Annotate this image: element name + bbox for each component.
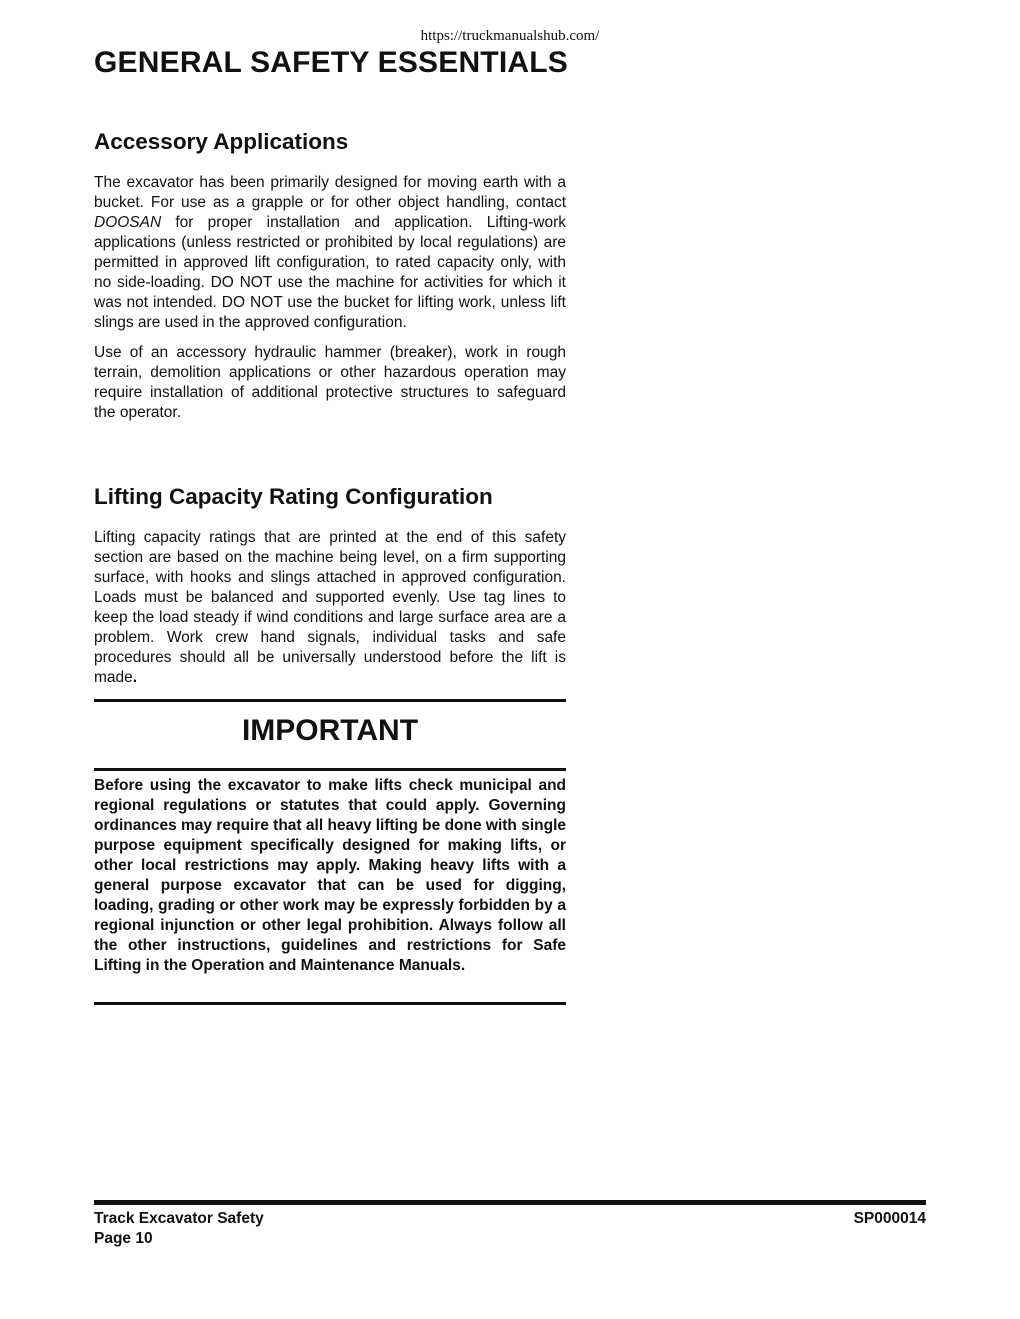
page-title: GENERAL SAFETY ESSENTIALS	[94, 46, 568, 79]
section-paragraph	[94, 173, 566, 333]
section-heading: Lifting Capacity Rating Configuration	[94, 484, 493, 509]
paragraph-text: for proper installation and application. Lifting-work applications (unless restricted or prohibited by local regulations) are permitted in approved lift configuration, to rated capacity only, with no side-loading. DO NOT use the machine for activities for which it was not intended. DO NOT use the bucket for lifting work, unless lift slings are used in the approved configuration.	[94, 214, 566, 331]
important-top-rule	[94, 699, 566, 702]
paragraph-text: Lifting capacity ratings that are printed at the end of this safety section are based on the machine being level, on a firm supporting surface, with hooks and slings attached in approved configuration. Loads must be balanced and supported evenly. Use tag lines to keep the load steady if wind conditions and large surface area are a problem. Work crew hand signals, individual tasks and safe procedures should all be universally understood before the lift is made	[94, 529, 566, 686]
footer-rule	[94, 1200, 926, 1205]
important-divider	[94, 768, 566, 771]
important-text: Before using the excavator to make lifts check municipal and regional regulations or statutes that could apply. Governing ordinances may require that all heavy lifting be done with single purpose equipment specifically designed for making lifts, or other local restrictions may apply. Making heavy lifts with a general purpose excavator that can be used for digging, loading, grading or other work may be expressly forbidden by a regional injunction or other legal prohibition. Always follow all the other instructions, guidelines and restrictions for Safe Lifting in the Operation and Maintenance Manuals.	[94, 777, 566, 974]
paragraph-text: The excavator has been primarily designed for moving earth with a bucket. For use as a grapple or for other object handling, contact	[94, 174, 566, 211]
header-url: https://truckmanualshub.com/	[420, 28, 600, 44]
footer-doc-code: SP000014	[853, 1210, 926, 1227]
section-accessory-applications	[94, 128, 566, 423]
footer-doc-title: Track Excavator Safety	[94, 1210, 264, 1227]
section-paragraph: Use of an accessory hydraulic hammer (breaker), work in rough terrain, demolition applications or other hazardous operation may require installation of additional protective structures to safeguard the operator.	[94, 344, 566, 421]
section-lifting-capacity	[94, 483, 566, 688]
section-heading: Accessory Applications	[94, 129, 349, 154]
footer-page-number: Page 10	[94, 1230, 153, 1247]
section-paragraph	[94, 528, 566, 688]
brand-name: DOOSAN	[94, 214, 162, 231]
important-title: IMPORTANT	[241, 714, 419, 747]
important-bottom-rule	[94, 1002, 566, 1005]
paragraph-end-mark: .	[132, 669, 138, 686]
